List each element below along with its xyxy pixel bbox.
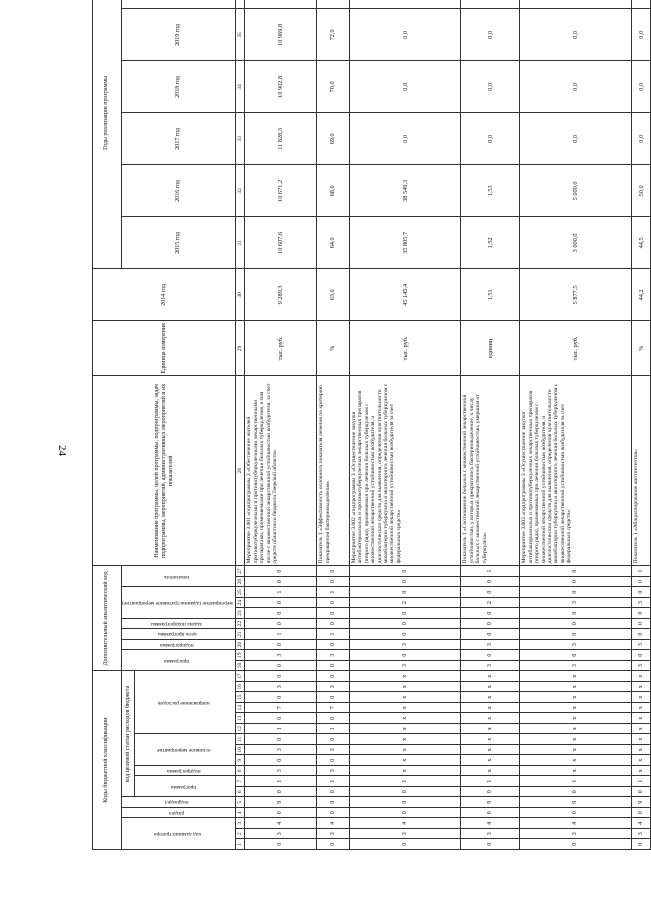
row-name: Мероприятие 3.001 «подпрограммы 3 «Обеспечение жителей противотуберкулезными и противотуберкулезными лекарственными препаратами, применяемыми при лечении больных туберкулезом, в том числе с множественной лекарственной устойчивостью возбудителя, за счет средств областного бюджета Тверской области» (245, 376, 317, 566)
row-year-value: 0,0 (349, 9, 461, 61)
code-cell: 0 (520, 808, 632, 819)
row-year-value: 70,0 (317, 61, 350, 113)
row-unit: % (317, 321, 350, 376)
column-number: 26 (236, 576, 245, 587)
column-number: 20 (236, 639, 245, 650)
column-number: 32 (236, 165, 245, 217)
header-an-indicator: показатель (121, 566, 236, 587)
code-cell: x (349, 724, 461, 735)
code-cell: 3 (317, 766, 350, 777)
code-cell: 0 (461, 608, 520, 619)
header-razdel: раздел (121, 808, 236, 819)
column-number: 4 (236, 808, 245, 819)
code-cell: 0 (317, 839, 350, 850)
header-budget-codes: Коды бюджетной классификации (93, 671, 122, 850)
code-cell: 0 (520, 618, 632, 629)
row-year-value: 10 671,2 (245, 165, 317, 217)
row-year-value: 3 000,0 (520, 217, 632, 269)
code-cell: 0 (631, 618, 650, 629)
column-number-row (236, 0, 245, 850)
code-cell: 0 (349, 576, 461, 587)
code-cell: x (520, 713, 632, 724)
row-year-value: 0,0 (461, 113, 520, 165)
code-cell: 0 (245, 597, 317, 608)
row-year-value: 44,5 (631, 217, 650, 269)
code-cell: x (349, 692, 461, 703)
code-cell: 0 (317, 597, 350, 608)
code-cell: x (520, 766, 632, 777)
code-cell: x (520, 671, 632, 682)
column-number: 22 (236, 618, 245, 629)
row-year-value: 35 805,7 (349, 217, 461, 269)
header-an-program: программа (121, 650, 236, 671)
code-cell: 0 (461, 787, 520, 798)
column-number: 25 (236, 587, 245, 598)
code-cell: x (631, 692, 650, 703)
header-main-event: основное мероприятие (135, 734, 236, 766)
code-cell: x (631, 703, 650, 714)
code-cell: 0 (245, 618, 317, 629)
header-year-2018: 2018 год (121, 61, 236, 113)
code-cell: 0 (631, 650, 650, 661)
code-cell: x (520, 692, 632, 703)
row-year-value: 0,0 (349, 113, 461, 165)
rotated-table-sheet (92, 23, 645, 850)
code-cell: 1 (245, 776, 317, 787)
code-cell: 9 (520, 797, 632, 808)
column-number: 3 (236, 818, 245, 829)
code-cell: x (520, 724, 632, 735)
row-year-value: 50,0 (631, 165, 650, 217)
row-year-value: 0,0 (520, 61, 632, 113)
row-unit: тыс. руб. (520, 321, 632, 376)
code-cell: 7 (317, 703, 350, 714)
code-cell: x (461, 724, 520, 735)
code-cell: 9 (245, 797, 317, 808)
code-cell: x (461, 766, 520, 777)
row-year-value: 0,0 (520, 113, 632, 165)
code-cell: x (520, 682, 632, 693)
code-cell: 3 (461, 639, 520, 650)
header-an-subprogram: подпрограмма (121, 639, 236, 650)
code-cell: 0 (245, 734, 317, 745)
row-year-value: 38 549,3 (349, 165, 461, 217)
row-year-value (349, 0, 461, 9)
row-name: Показатель 1 «Соотношение больных с множественной лекарственной устойчивостью, у которых прекратилось бактериовыделение, к числу больных с множественной лекарственной устойчивостью, умершим от туберкулеза» (461, 376, 520, 566)
code-cell: 0 (461, 618, 520, 629)
row-year-value: 68,0 (317, 165, 350, 217)
code-cell: 3 (631, 639, 650, 650)
code-cell: 1 (317, 724, 350, 735)
column-number: 5 (236, 797, 245, 808)
row-year-value: 0,0 (631, 113, 650, 165)
code-cell: 0 (631, 576, 650, 587)
code-cell: 4 (245, 818, 317, 829)
column-number: 23 (236, 608, 245, 619)
code-cell: 2 (461, 597, 520, 608)
code-cell: 3 (245, 745, 317, 756)
code-cell: x (631, 734, 650, 745)
column-number: 14 (236, 703, 245, 714)
code-cell: 3 (631, 660, 650, 671)
header-unit: Единица измерения (93, 321, 236, 376)
row-year-value: 64,0 (317, 217, 350, 269)
code-cell: 0 (245, 755, 317, 766)
code-cell: 1 (461, 776, 520, 787)
code-cell: 0 (631, 839, 650, 850)
code-cell: x (631, 755, 650, 766)
row-unit: единиц (461, 321, 520, 376)
column-number: 11 (236, 734, 245, 745)
code-cell: 0 (520, 650, 632, 661)
table-row (520, 0, 632, 850)
code-cell: x (631, 713, 650, 724)
code-cell: 0 (317, 618, 350, 629)
code-cell: x (520, 734, 632, 745)
header-program: программа (135, 776, 236, 797)
row-year-value: 11 828,3 (245, 113, 317, 165)
code-cell: x (631, 766, 650, 777)
code-cell: 0 (317, 713, 350, 724)
code-cell: 0 (317, 566, 350, 577)
code-cell: 0 (349, 808, 461, 819)
code-cell: x (631, 745, 650, 756)
code-cell: 0 (461, 808, 520, 819)
column-number: 31 (236, 217, 245, 269)
table-header (93, 0, 245, 850)
column-number: 1 (236, 839, 245, 850)
row-year-value: 0,0 (631, 61, 650, 113)
code-cell: 0 (520, 576, 632, 587)
code-cell: 0 (461, 576, 520, 587)
row-name: Показатель 1 «Эффективность основного показателя лечения по критерию прекращения бактериовыделения» (317, 376, 350, 566)
code-cell: 0 (461, 650, 520, 661)
code-cell: 0 (349, 839, 461, 850)
header-year-2017: 2017 год (121, 113, 236, 165)
column-number: 7 (236, 776, 245, 787)
code-cell: 3 (245, 829, 317, 840)
code-cell: 3 (349, 639, 461, 650)
column-number: 27 (236, 566, 245, 577)
code-cell: x (461, 671, 520, 682)
code-cell: 4 (349, 818, 461, 829)
header-years-group: Годы реализации программы (93, 0, 122, 269)
code-cell: 0 (245, 808, 317, 819)
header-year-2020 (121, 0, 236, 9)
code-cell: 1 (317, 629, 350, 640)
row-year-value (631, 0, 650, 9)
row-year-value: 10 607,6 (245, 217, 317, 269)
code-cell: 1 (349, 776, 461, 787)
header-year-2019: 2019 год (121, 9, 236, 61)
code-cell: 3 (461, 829, 520, 840)
code-cell: 3 (520, 639, 632, 650)
row-year-value: 10 969,8 (245, 9, 317, 61)
table-row (631, 0, 650, 850)
code-cell: 0 (317, 671, 350, 682)
code-cell: 0 (245, 639, 317, 650)
code-cell: 4 (461, 818, 520, 829)
row-base-value: 5 877,5 (520, 269, 632, 321)
row-unit: тыс. руб. (245, 321, 317, 376)
code-cell: 9 (317, 797, 350, 808)
row-year-value: 0,0 (349, 61, 461, 113)
column-number: 17 (236, 671, 245, 682)
column-number: 33 (236, 113, 245, 165)
row-year-value: 5 000,0 (520, 165, 632, 217)
code-cell: 3 (461, 660, 520, 671)
row-year-value: 0,0 (461, 61, 520, 113)
row-base-value: 45 145,4 (349, 269, 461, 321)
code-cell: 4 (317, 818, 350, 829)
row-base-value: 1,51 (461, 269, 520, 321)
code-cell: 0 (317, 692, 350, 703)
code-cell: 0 (317, 734, 350, 745)
row-year-value: 72,0 (317, 9, 350, 61)
page-number-text: 24 (56, 445, 68, 456)
code-cell: 0 (245, 576, 317, 587)
code-cell: 7 (245, 703, 317, 714)
code-cell: 0 (631, 587, 650, 598)
code-cell: 1 (631, 776, 650, 787)
code-cell: 0 (245, 660, 317, 671)
code-cell: 3 (317, 745, 350, 756)
code-cell: 0 (317, 660, 350, 671)
column-number: 28 (236, 376, 245, 566)
code-cell: 0 (631, 629, 650, 640)
code-cell: 0 (520, 608, 632, 619)
code-cell: 0 (317, 808, 350, 819)
code-cell: 3 (631, 597, 650, 608)
row-year-value: 1,53 (461, 165, 520, 217)
column-number: 34 (236, 61, 245, 113)
header-podrazdel: подраздел (121, 797, 236, 808)
code-cell: x (461, 713, 520, 724)
column-number: 29 (236, 321, 245, 376)
code-cell: 0 (520, 566, 632, 577)
code-cell: 0 (349, 650, 461, 661)
header-an-goal: цель программы (121, 629, 236, 640)
table-row (317, 0, 350, 850)
code-cell: 0 (317, 787, 350, 798)
table-row (461, 0, 520, 850)
code-cell: x (461, 682, 520, 693)
code-cell: 4 (631, 818, 650, 829)
code-cell: 0 (317, 608, 350, 619)
column-number: 2 (236, 829, 245, 840)
code-cell: 3 (631, 829, 650, 840)
code-cell: x (461, 755, 520, 766)
code-cell: 0 (245, 608, 317, 619)
code-cell: 0 (461, 629, 520, 640)
code-cell: x (349, 734, 461, 745)
code-cell: 0 (631, 608, 650, 619)
column-number: 16 (236, 682, 245, 693)
header-subprogram: подпрограмма (135, 766, 236, 777)
column-number: 19 (236, 650, 245, 661)
code-cell: x (520, 755, 632, 766)
table-body (245, 0, 651, 850)
code-cell: 3 (349, 829, 461, 840)
column-number: 15 (236, 692, 245, 703)
code-cell: 0 (245, 566, 317, 577)
code-cell: 9 (461, 797, 520, 808)
code-cell: 1 (245, 629, 317, 640)
code-cell: 0 (245, 839, 317, 850)
code-cell: x (520, 703, 632, 714)
code-cell: 0 (317, 576, 350, 587)
row-base-value: 9 289,3 (245, 269, 317, 321)
code-cell: 0 (520, 587, 632, 598)
column-number: 35 (236, 9, 245, 61)
code-cell: 0 (349, 587, 461, 598)
row-year-value (245, 0, 317, 9)
code-cell: 0 (245, 692, 317, 703)
column-number: 10 (236, 745, 245, 756)
row-year-value: 1,52 (461, 217, 520, 269)
column-number: 21 (236, 629, 245, 640)
table-row (245, 0, 317, 850)
row-year-value (317, 0, 350, 9)
header-analytic-code: Дополнительный аналитический код (93, 566, 122, 671)
code-cell: x (349, 745, 461, 756)
table-row (349, 0, 461, 850)
code-cell: 1 (631, 566, 650, 577)
code-cell: 2 (349, 597, 461, 608)
row-base-value: 63,0 (317, 269, 350, 321)
row-year-value (520, 0, 632, 9)
code-cell: x (349, 755, 461, 766)
column-number: 18 (236, 660, 245, 671)
code-cell: 9 (349, 797, 461, 808)
header-base-year: 2014 год (93, 269, 236, 321)
code-cell: 1 (245, 587, 317, 598)
code-cell: 0 (349, 566, 461, 577)
code-cell: 0 (245, 671, 317, 682)
header-name: Наименование программы, целей программы, подпрограммы, задач подпрограммы, мероприятий, административных мероприятий и их показателей (93, 376, 236, 566)
row-year-value: 10 902,8 (245, 61, 317, 113)
row-year-value: 69,0 (317, 113, 350, 165)
row-base-value: 44,2 (631, 269, 650, 321)
code-cell: 0 (520, 787, 632, 798)
code-cell: 1 (520, 776, 632, 787)
code-cell: x (520, 745, 632, 756)
column-number: 13 (236, 713, 245, 724)
column-number: 8 (236, 766, 245, 777)
page-number (55, 446, 69, 466)
row-year-value: 0,0 (461, 9, 520, 61)
code-cell: 0 (631, 808, 650, 819)
code-cell: 9 (631, 797, 650, 808)
code-cell: 3 (245, 650, 317, 661)
program-table (92, 0, 651, 850)
code-cell: x (631, 724, 650, 735)
code-cell: 0 (520, 629, 632, 640)
code-cell: 1 (245, 724, 317, 735)
code-cell: x (461, 734, 520, 745)
code-cell: 0 (349, 608, 461, 619)
code-cell: 4 (520, 818, 632, 829)
code-cell: 3 (520, 660, 632, 671)
code-cell: x (461, 703, 520, 714)
code-cell: x (631, 682, 650, 693)
header-an-event: мероприятие (административное мероприятие) (121, 587, 236, 619)
code-cell: 0 (317, 755, 350, 766)
code-cell: 1 (317, 776, 350, 787)
column-number (236, 0, 245, 9)
code-cell: x (461, 692, 520, 703)
column-number: 6 (236, 787, 245, 798)
code-cell: 0 (349, 618, 461, 629)
code-cell: 3 (245, 766, 317, 777)
header-year-2015: 2015 год (121, 217, 236, 269)
code-cell: x (349, 766, 461, 777)
code-cell: 0 (317, 639, 350, 650)
code-cell: 3 (520, 829, 632, 840)
column-number: 30 (236, 269, 245, 321)
code-cell: x (349, 703, 461, 714)
code-cell: x (349, 671, 461, 682)
header-year-2016: 2016 год (121, 165, 236, 217)
header-direction: направление расходов (135, 671, 236, 734)
column-number: 24 (236, 597, 245, 608)
code-cell: 0 (245, 713, 317, 724)
row-year-value: 0,0 (631, 9, 650, 61)
row-name: Показатель 1 «Абациллирование контингентов» (631, 376, 650, 566)
code-cell: 0 (245, 787, 317, 798)
row-name: Мероприятие 3.002 «подпрограммы 3 «Осуществление закупки антибактериальных и противотуберкулезных лекарственных препаратов (второго ряда), применяемых при лечении больных туберкулезом с множественной лекарственной устойчивостью возбудителя, и диагностических средств для выявления, определения чувствительности микобактерии туберкулеза и мониторинга лечения больных туберкулезом с множественной лекарственной устойчивостью возбудителя за счет федеральных средств» (349, 376, 461, 566)
row-name: Мероприятие 3.003 «подпрограммы 3 «Осуществление закупки антибактериальных и противотуберкулезных лекарственных препаратов (второго ряда), применяемых при лечении больных туберкулезом с множественной лекарственной устойчивостью возбудителя, и диагностических средств для выявления, определения чувствительности микобактерии туберкулеза и мониторинга лечения больных туберкулезом с множественной лекарственной устойчивостью возбудителя за счет федеральных средств» (520, 376, 632, 566)
code-cell: 0 (631, 787, 650, 798)
row-unit: тыс. руб. (349, 321, 461, 376)
code-cell: x (631, 671, 650, 682)
code-cell: 3 (349, 660, 461, 671)
code-cell: 0 (461, 587, 520, 598)
header-admin-code: код администратора (121, 818, 236, 850)
column-number: 9 (236, 755, 245, 766)
header-an-task: задача подпрограммы (121, 618, 236, 629)
code-cell: 3 (317, 829, 350, 840)
code-cell: 1 (317, 587, 350, 598)
code-cell: 0 (349, 629, 461, 640)
code-cell: 3 (317, 650, 350, 661)
code-cell: 3 (520, 597, 632, 608)
code-cell: 3 (245, 682, 317, 693)
code-cell: x (349, 682, 461, 693)
row-year-value (461, 0, 520, 9)
code-cell: x (349, 713, 461, 724)
code-cell: x (461, 745, 520, 756)
row-unit: % (631, 321, 650, 376)
code-cell: 0 (520, 839, 632, 850)
column-number: 12 (236, 724, 245, 735)
row-year-value: 0,0 (520, 9, 632, 61)
code-cell: 1 (461, 566, 520, 577)
header-kbk-sub: код целевой статьи расходов бюджета (121, 671, 135, 797)
code-cell: 0 (349, 787, 461, 798)
code-cell: 0 (461, 839, 520, 850)
code-cell: 3 (317, 682, 350, 693)
